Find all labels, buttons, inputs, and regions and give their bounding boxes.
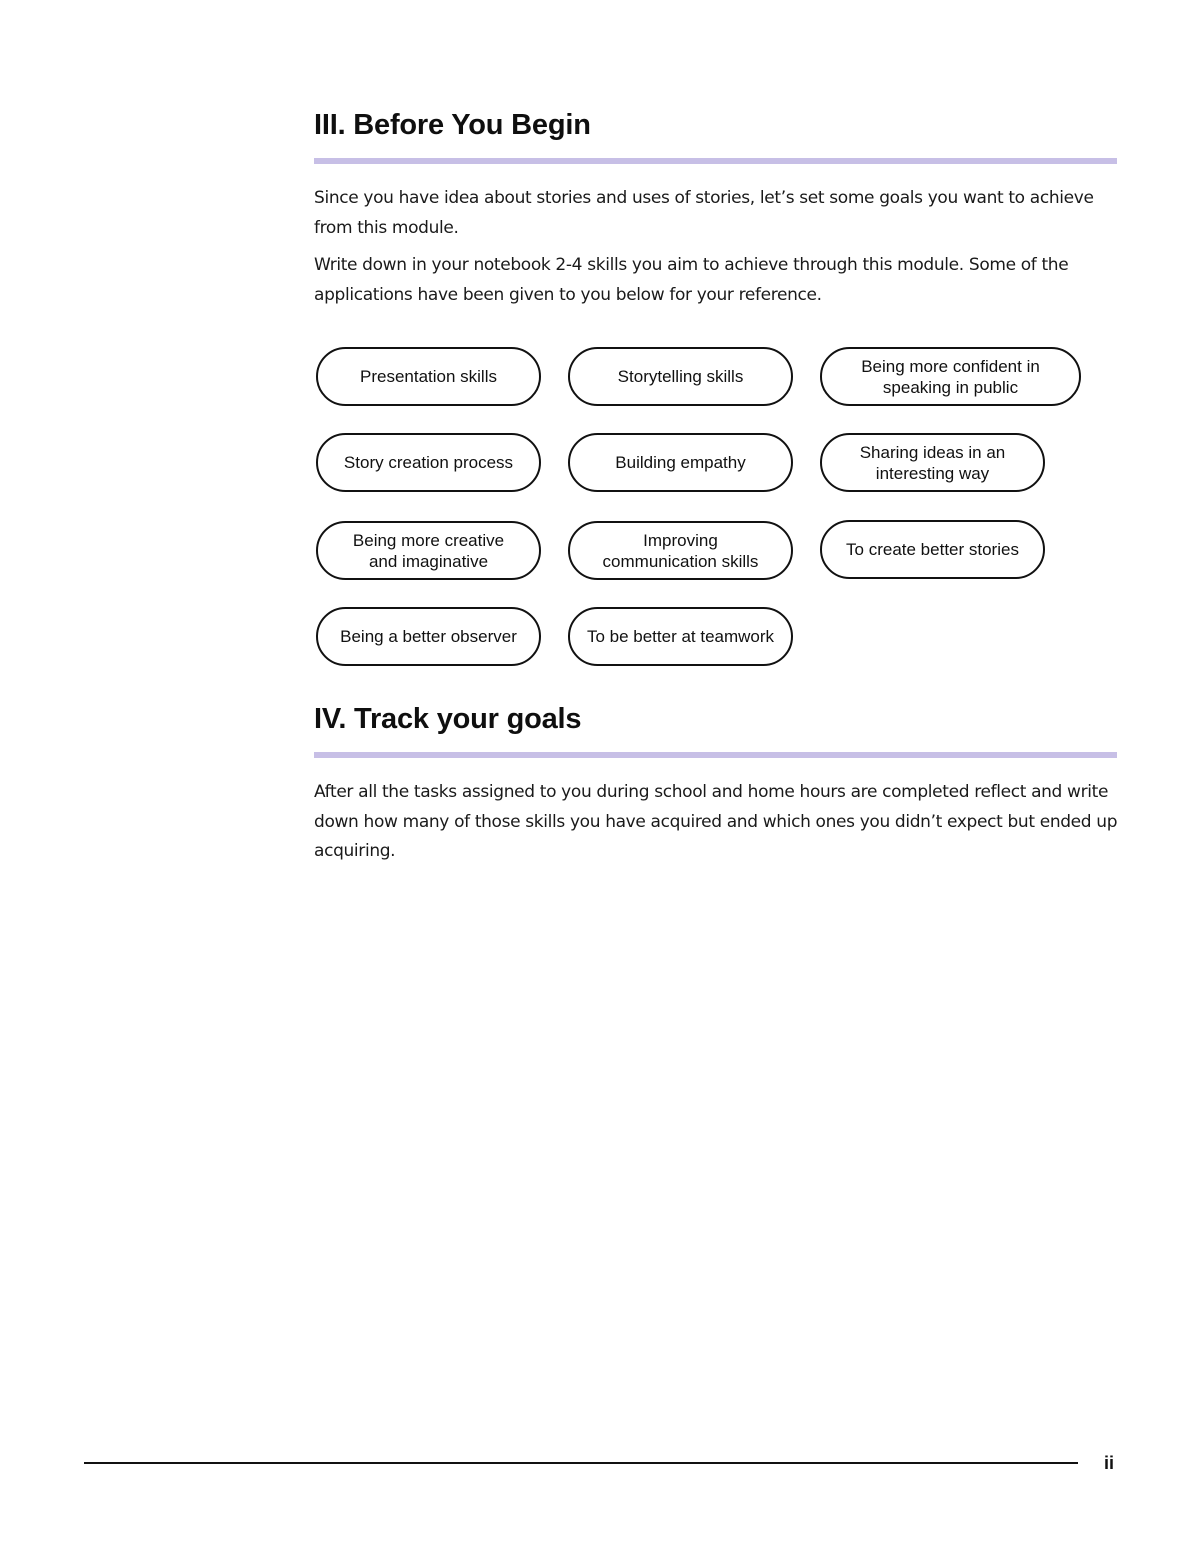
skill-pill: Being a better observer (316, 607, 541, 666)
section-title-before-you-begin: III. Before You Begin (314, 109, 591, 141)
footer-rule (84, 1462, 1078, 1464)
skill-pill: Being more creative and imaginative (316, 521, 541, 580)
skill-pill: Presentation skills (316, 347, 541, 406)
section-divider (314, 158, 1117, 164)
instructions-paragraph: Write down in your notebook 2-4 skills you aim to achieve through this module. Some of the applications have been given to you below for your reference. (314, 255, 1069, 305)
intro-paragraph: Since you have idea about stories and uses of stories, let’s set some goals you want to achieve from this module. (314, 188, 1094, 238)
skill-pill: Improving communication skills (568, 521, 793, 580)
page-number: ii (1104, 1453, 1115, 1473)
skill-pill: Story creation process (316, 433, 541, 492)
skill-pill: To be better at teamwork (568, 607, 793, 666)
skill-pill: Building empathy (568, 433, 793, 492)
section-title-track-your-goals: IV. Track your goals (314, 703, 582, 735)
section-divider (314, 752, 1117, 758)
reflection-paragraph: After all the tasks assigned to you during school and home hours are completed reflect and write down how many of those skills you have acquired and which ones you didn’t expect but ended up acquiring. (314, 782, 1118, 861)
skill-pill: Being more confident in speaking in public (820, 347, 1081, 406)
skill-pill: To create better stories (820, 520, 1045, 579)
skill-pill: Sharing ideas in an interesting way (820, 433, 1045, 492)
skill-pill: Storytelling skills (568, 347, 793, 406)
